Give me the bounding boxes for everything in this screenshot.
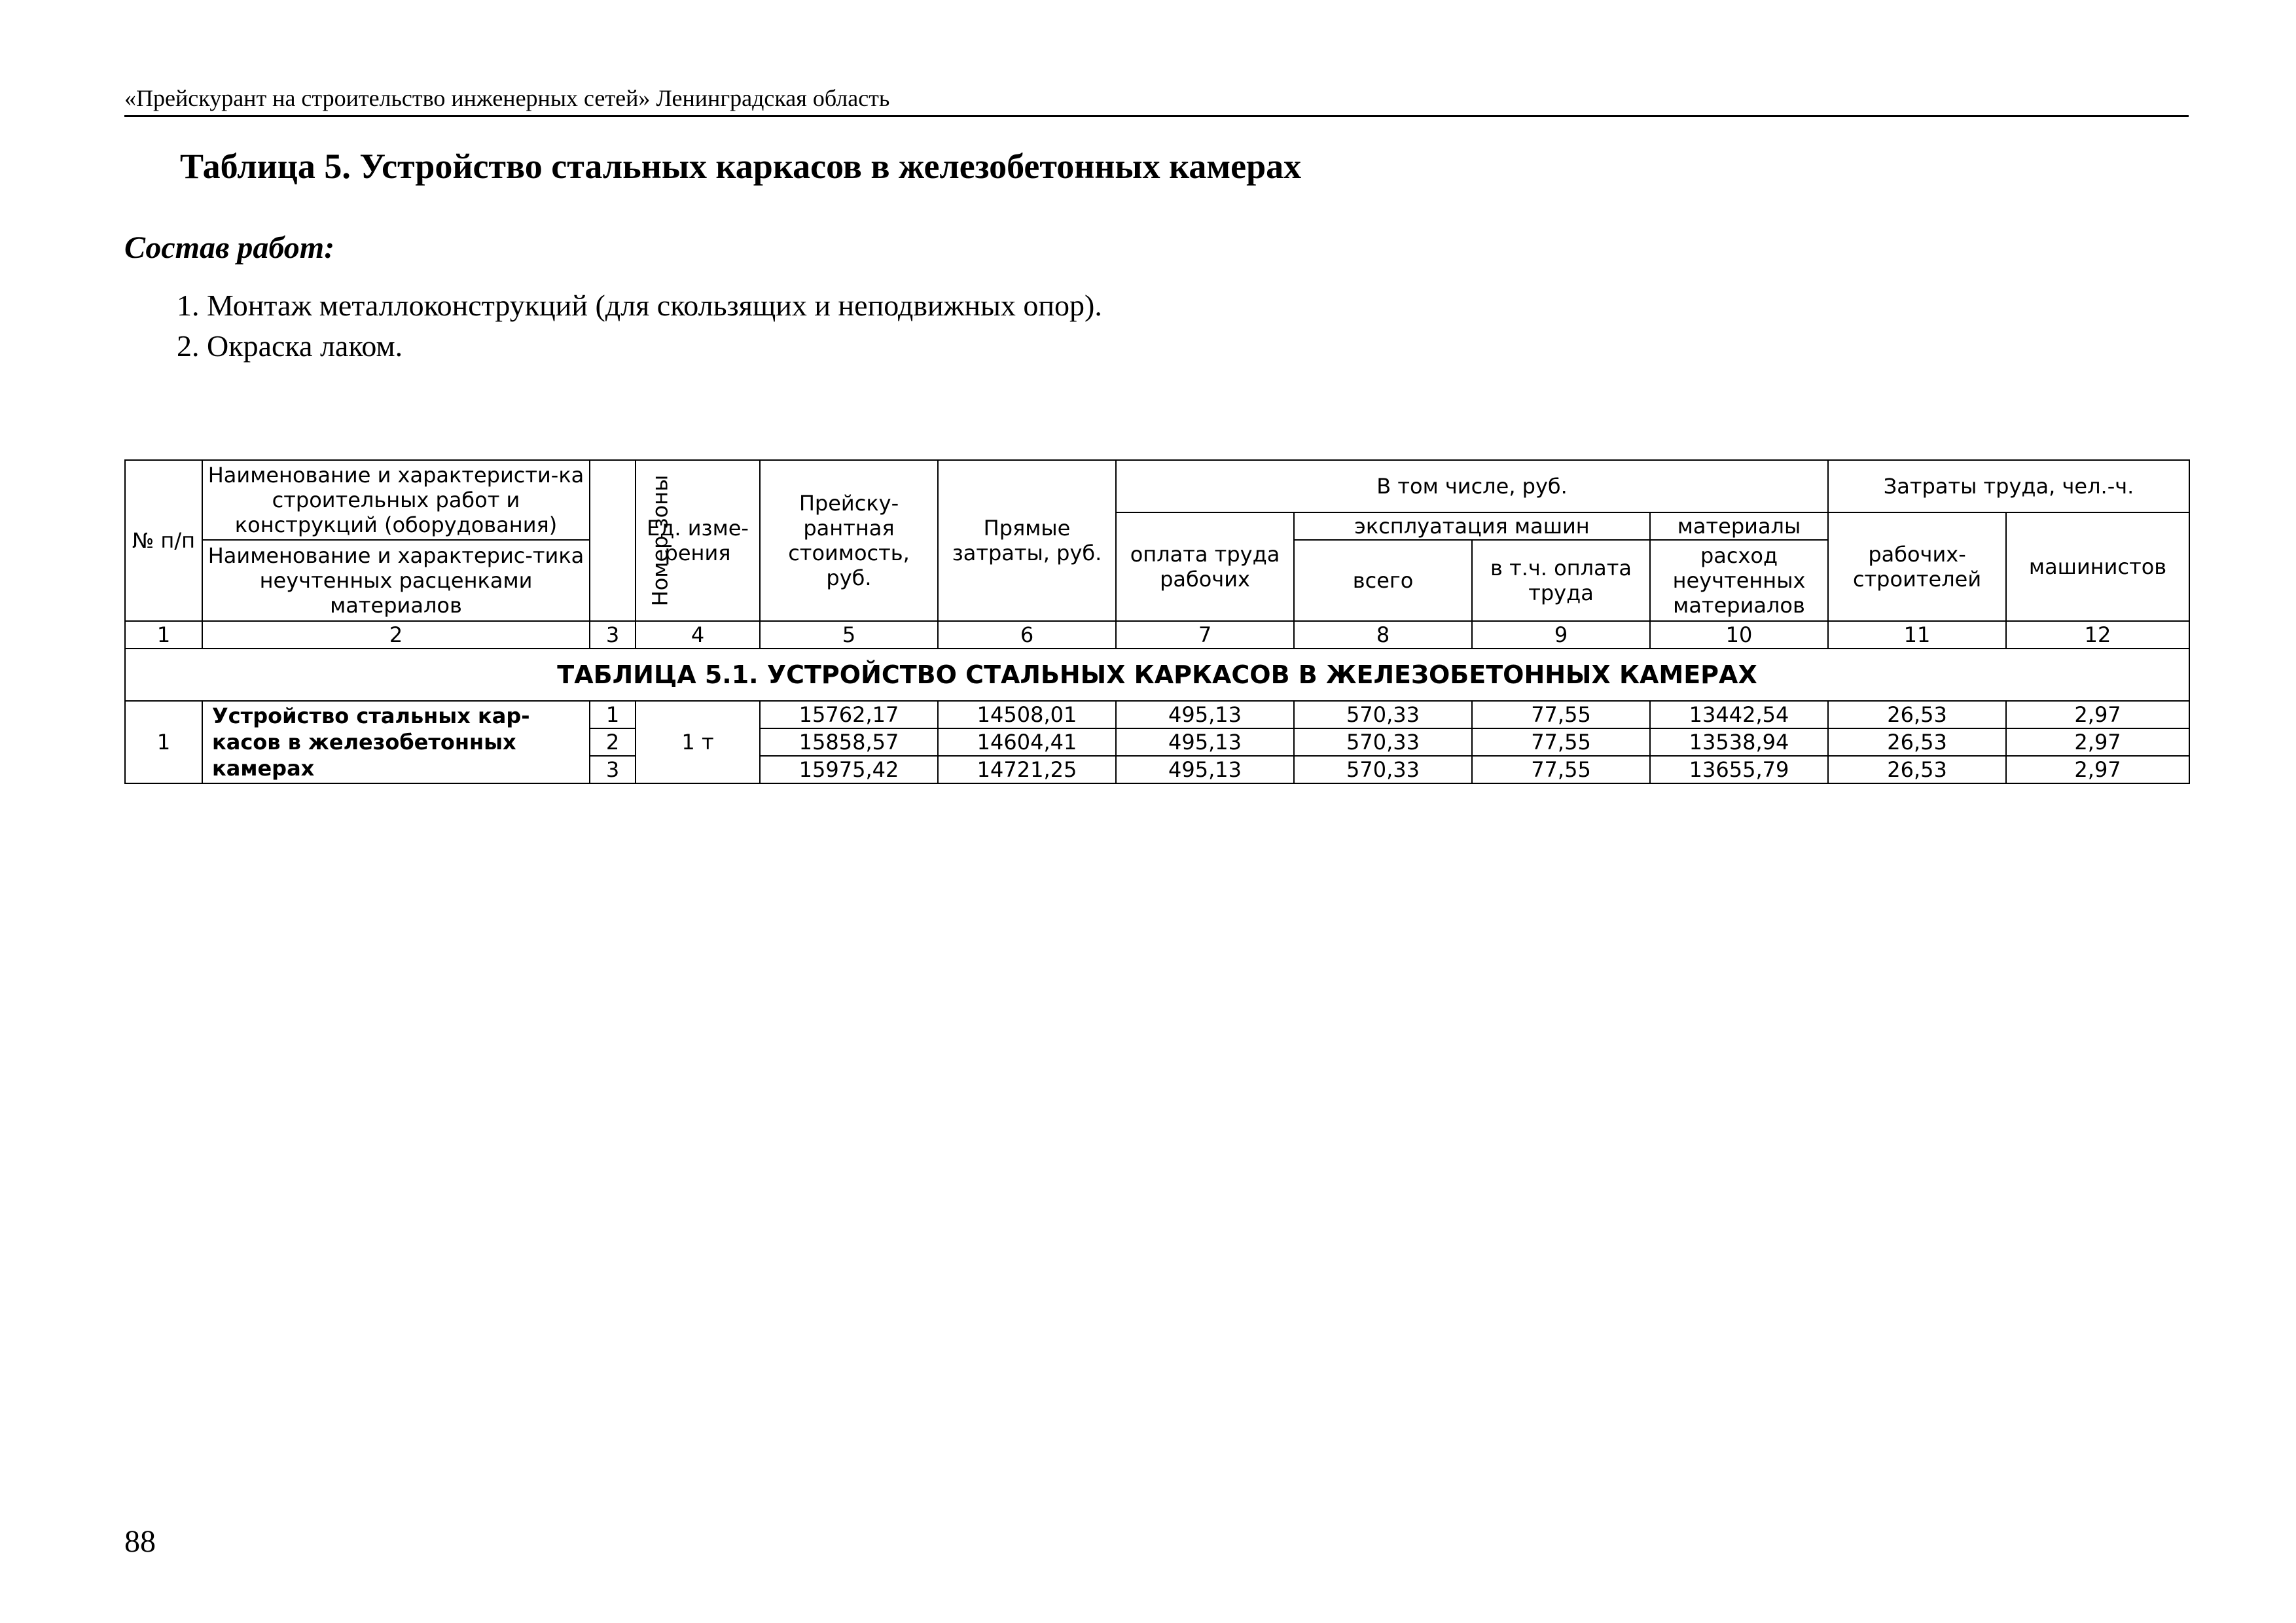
cell-zone: 2	[590, 728, 636, 756]
cell-operators: 2,97	[2006, 728, 2189, 756]
column-number: 11	[1828, 621, 2006, 649]
cell-machines-total: 570,33	[1294, 756, 1472, 783]
header-name-works: Наименование и характеристи-ка строительных работ и конструкций (оборудования)	[202, 460, 590, 540]
work-item: 1. Монтаж металлоконструкций (для скользящих и неподвижных опор).	[177, 289, 1102, 322]
price-table	[124, 459, 2190, 784]
section-title: ТАБЛИЦА 5.1. УСТРОЙСТВО СТАЛЬНЫХ КАРКАСОВ В ЖЕЛЕЗОБЕТОННЫХ КАМЕРАХ	[125, 649, 2189, 701]
column-number: 5	[760, 621, 938, 649]
running-header: «Прейскурант на строительство инженерных сетей» Ленинградская область	[124, 84, 2189, 117]
header-name-materials: Наименование и характерис-тика неучтенных расценками материалов	[202, 540, 590, 621]
column-number: 8	[1294, 621, 1472, 649]
column-number: 10	[1650, 621, 1828, 649]
cell-direct: 14604,41	[938, 728, 1116, 756]
page-number: 88	[124, 1524, 156, 1559]
header-including: В том числе, руб.	[1116, 460, 1828, 512]
cell-machines-total: 570,33	[1294, 728, 1472, 756]
work-composition-heading: Состав работ:	[124, 230, 335, 265]
cell-labor-pay: 495,13	[1116, 728, 1294, 756]
column-number: 6	[938, 621, 1116, 649]
cell-machines-pay: 77,55	[1472, 701, 1650, 728]
cell-materials: 13538,94	[1650, 728, 1828, 756]
header-labor-costs: Затраты труда, чел.-ч.	[1828, 460, 2189, 512]
header-price: Прейску-рантная стоимость, руб.	[760, 460, 938, 621]
cell-workers: 26,53	[1828, 756, 2006, 783]
header-labor-pay: оплата труда рабочих	[1116, 512, 1294, 621]
header-machines-total: всего	[1294, 540, 1472, 621]
cell-zone: 3	[590, 756, 636, 783]
header-machines-pay: в т.ч. оплата труда	[1472, 540, 1650, 621]
cell-price: 15762,17	[760, 701, 938, 728]
column-number: 2	[202, 621, 590, 649]
cell-workers: 26,53	[1828, 701, 2006, 728]
cell-workers: 26,53	[1828, 728, 2006, 756]
cell-zone: 1	[590, 701, 636, 728]
column-number: 3	[590, 621, 636, 649]
column-number: 1	[125, 621, 202, 649]
header-zone-label: Номер зоны	[647, 474, 673, 607]
work-item: 2. Окраска лаком.	[177, 329, 403, 363]
work-composition-list	[177, 285, 1102, 366]
cell-direct: 14508,01	[938, 701, 1116, 728]
cell-direct: 14721,25	[938, 756, 1116, 783]
column-number: 9	[1472, 621, 1650, 649]
column-number-row	[125, 621, 2189, 649]
item-unit: 1 т	[636, 701, 760, 783]
cell-machines-total: 570,33	[1294, 701, 1472, 728]
cell-materials: 13655,79	[1650, 756, 1828, 783]
cell-labor-pay: 495,13	[1116, 756, 1294, 783]
header-workers: рабочих-строителей	[1828, 512, 2006, 621]
cell-operators: 2,97	[2006, 701, 2189, 728]
cell-machines-pay: 77,55	[1472, 728, 1650, 756]
column-number: 12	[2006, 621, 2189, 649]
item-name: Устройство стальных кар-касов в железобетонных камерах	[202, 701, 590, 783]
page-title: Таблица 5. Устройство стальных каркасов в железобетонных камерах	[180, 147, 1302, 186]
cell-materials: 13442,54	[1650, 701, 1828, 728]
table-row	[125, 701, 2189, 728]
header-unit: Ед. изме-рения	[636, 460, 760, 621]
cell-labor-pay: 495,13	[1116, 701, 1294, 728]
cell-price: 15975,42	[760, 756, 938, 783]
header-direct-costs: Прямые затраты, руб.	[938, 460, 1116, 621]
column-number: 4	[636, 621, 760, 649]
cell-machines-pay: 77,55	[1472, 756, 1650, 783]
header-operators: машинистов	[2006, 512, 2189, 621]
cell-price: 15858,57	[760, 728, 938, 756]
header-machines: эксплуатация машин	[1294, 512, 1650, 540]
header-zone	[590, 460, 673, 621]
header-materials: материалы	[1650, 512, 1828, 540]
header-materials-unaccounted: расход неучтенных материалов	[1650, 540, 1828, 621]
header-num: № п/п	[125, 460, 202, 621]
cell-operators: 2,97	[2006, 756, 2189, 783]
section-title-row	[125, 649, 2189, 701]
item-num: 1	[125, 701, 202, 783]
column-number: 7	[1116, 621, 1294, 649]
